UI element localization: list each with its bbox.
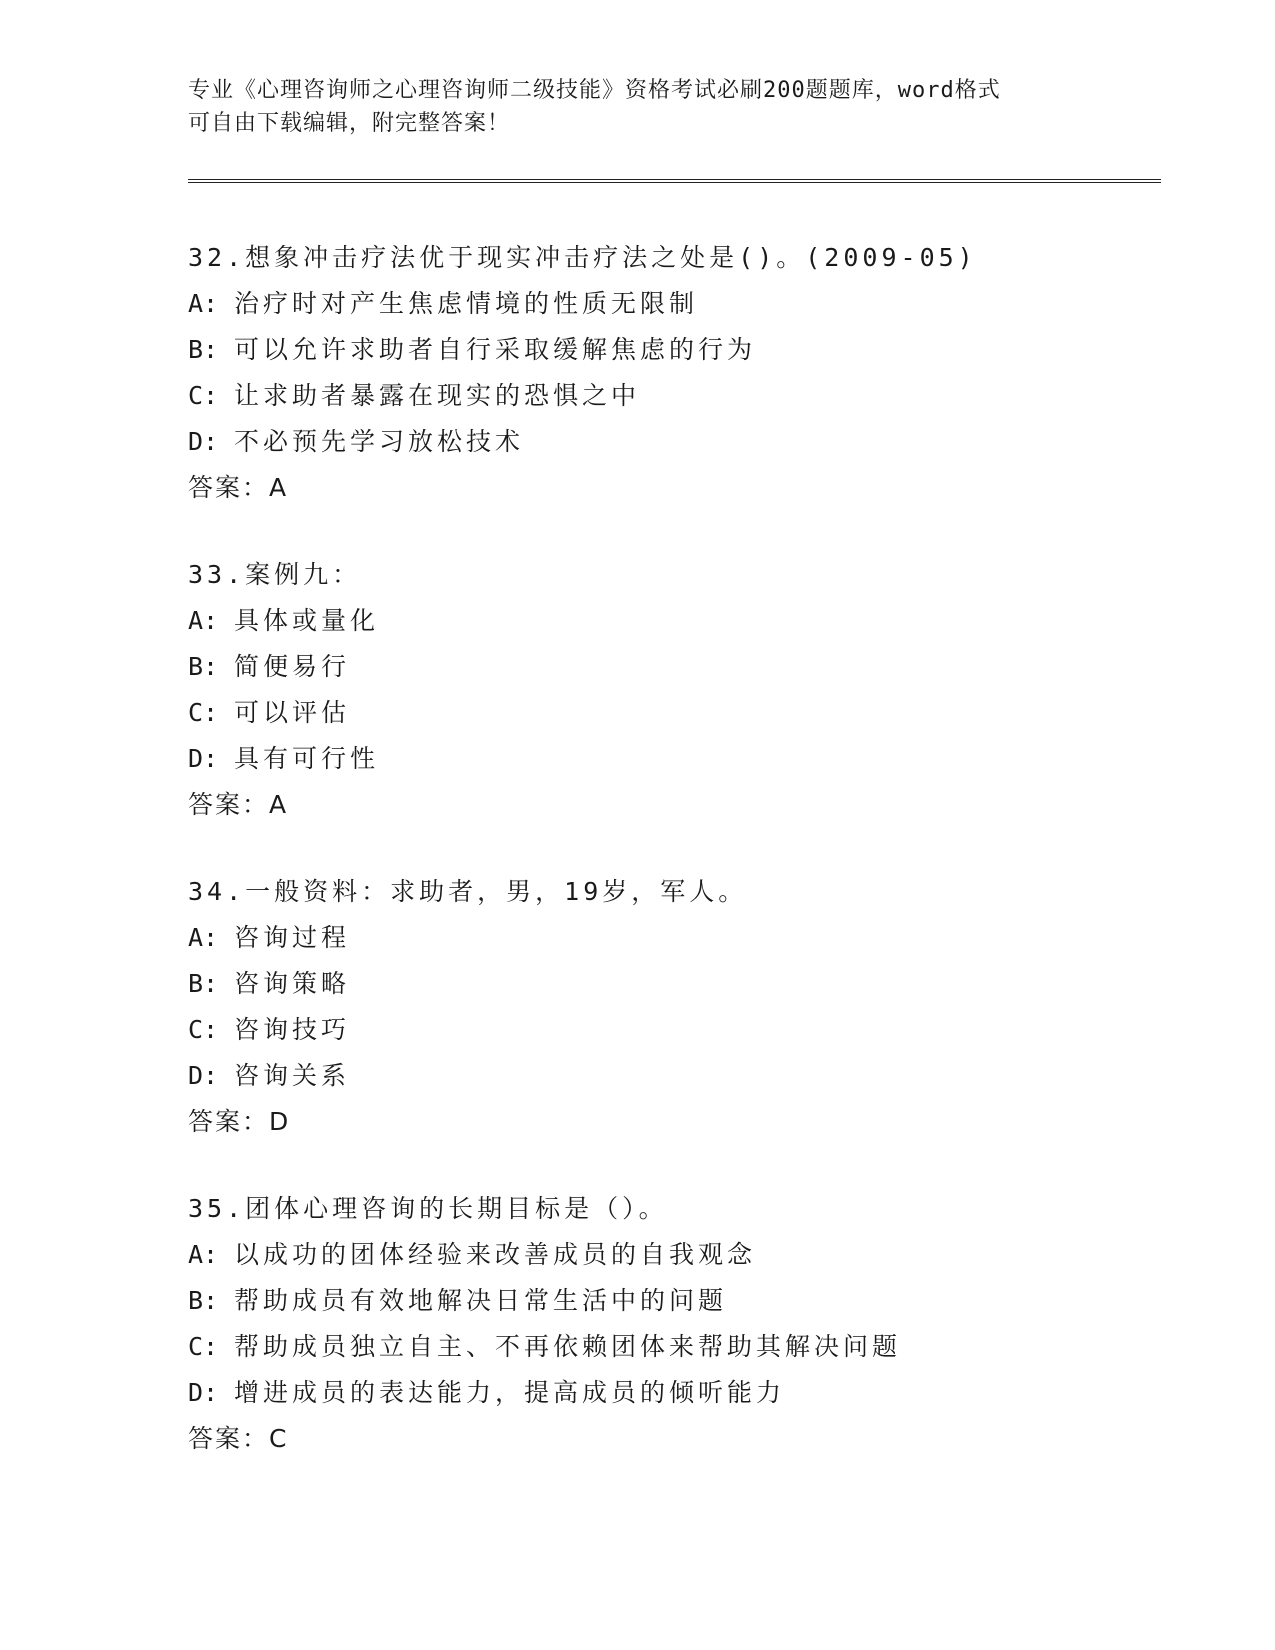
question-stem: 33.案例九： bbox=[188, 560, 362, 589]
question-32 bbox=[188, 235, 1168, 511]
option-a bbox=[188, 1232, 1168, 1278]
question-stem: 32.想象冲击疗法优于现实冲击疗法之处是()。(2009-05) bbox=[188, 243, 977, 272]
answer: 答案：A bbox=[188, 790, 289, 819]
option-label: B: bbox=[188, 969, 219, 998]
question-33 bbox=[188, 552, 1168, 828]
option-text: 咨询关系 bbox=[234, 1061, 351, 1090]
answer: 答案：C bbox=[188, 1424, 289, 1453]
header-line-1: 专业《心理咨询师之心理咨询师二级技能》资格考试必刷200题题库，word格式 bbox=[188, 78, 1001, 103]
option-text: 咨询技巧 bbox=[234, 1015, 351, 1044]
option-c bbox=[188, 1324, 1168, 1370]
option-b bbox=[188, 644, 1168, 690]
option-text: 增进成员的表达能力，提高成员的倾听能力 bbox=[234, 1378, 786, 1407]
option-b bbox=[188, 961, 1168, 1007]
option-label: B: bbox=[188, 1286, 219, 1315]
option-text: 以成功的团体经验来改善成员的自我观念 bbox=[234, 1240, 757, 1269]
option-text: 让求助者暴露在现实的恐惧之中 bbox=[234, 381, 641, 410]
option-label: C: bbox=[188, 1332, 219, 1361]
option-label: D: bbox=[188, 1061, 219, 1090]
option-label: B: bbox=[188, 335, 219, 364]
answer: 答案：D bbox=[188, 1107, 291, 1136]
question-stem: 35.团体心理咨询的长期目标是（）。 bbox=[188, 1194, 668, 1223]
option-text: 具有可行性 bbox=[234, 744, 380, 773]
option-label: A: bbox=[188, 923, 219, 952]
option-a bbox=[188, 598, 1168, 644]
option-label: A: bbox=[188, 606, 219, 635]
option-text: 咨询策略 bbox=[234, 969, 351, 998]
option-d bbox=[188, 419, 1168, 465]
option-label: A: bbox=[188, 1240, 219, 1269]
option-d bbox=[188, 1370, 1168, 1416]
option-a bbox=[188, 915, 1168, 961]
option-b bbox=[188, 1278, 1168, 1324]
option-a bbox=[188, 281, 1168, 327]
option-text: 可以允许求助者自行采取缓解焦虑的行为 bbox=[234, 335, 757, 364]
question-34 bbox=[188, 869, 1168, 1145]
option-text: 具体或量化 bbox=[234, 606, 380, 635]
option-c bbox=[188, 690, 1168, 736]
option-c bbox=[188, 373, 1168, 419]
header-line-2: 可自由下载编辑，附完整答案！ bbox=[188, 111, 511, 136]
option-label: D: bbox=[188, 1378, 219, 1407]
option-text: 可以评估 bbox=[234, 698, 351, 727]
option-label: D: bbox=[188, 744, 219, 773]
option-text: 帮助成员有效地解决日常生活中的问题 bbox=[234, 1286, 728, 1315]
answer: 答案：A bbox=[188, 473, 289, 502]
question-stem: 34.一般资料：求助者，男，19岁，军人。 bbox=[188, 877, 748, 906]
option-text: 帮助成员独立自主、不再依赖团体来帮助其解决问题 bbox=[234, 1332, 902, 1361]
option-label: C: bbox=[188, 1015, 219, 1044]
option-label: C: bbox=[188, 698, 219, 727]
option-label: A: bbox=[188, 289, 219, 318]
option-text: 咨询过程 bbox=[234, 923, 351, 952]
question-35 bbox=[188, 1186, 1168, 1462]
option-d bbox=[188, 736, 1168, 782]
option-b bbox=[188, 327, 1168, 373]
option-text: 不必预先学习放松技术 bbox=[234, 427, 525, 456]
option-c bbox=[188, 1007, 1168, 1053]
option-text: 简便易行 bbox=[234, 652, 351, 681]
question-list bbox=[188, 235, 1168, 1503]
option-label: C: bbox=[188, 381, 219, 410]
document-header bbox=[188, 74, 1088, 140]
header-divider bbox=[188, 179, 1161, 183]
option-text: 治疗时对产生焦虑情境的性质无限制 bbox=[234, 289, 699, 318]
option-d bbox=[188, 1053, 1168, 1099]
option-label: D: bbox=[188, 427, 219, 456]
option-label: B: bbox=[188, 652, 219, 681]
